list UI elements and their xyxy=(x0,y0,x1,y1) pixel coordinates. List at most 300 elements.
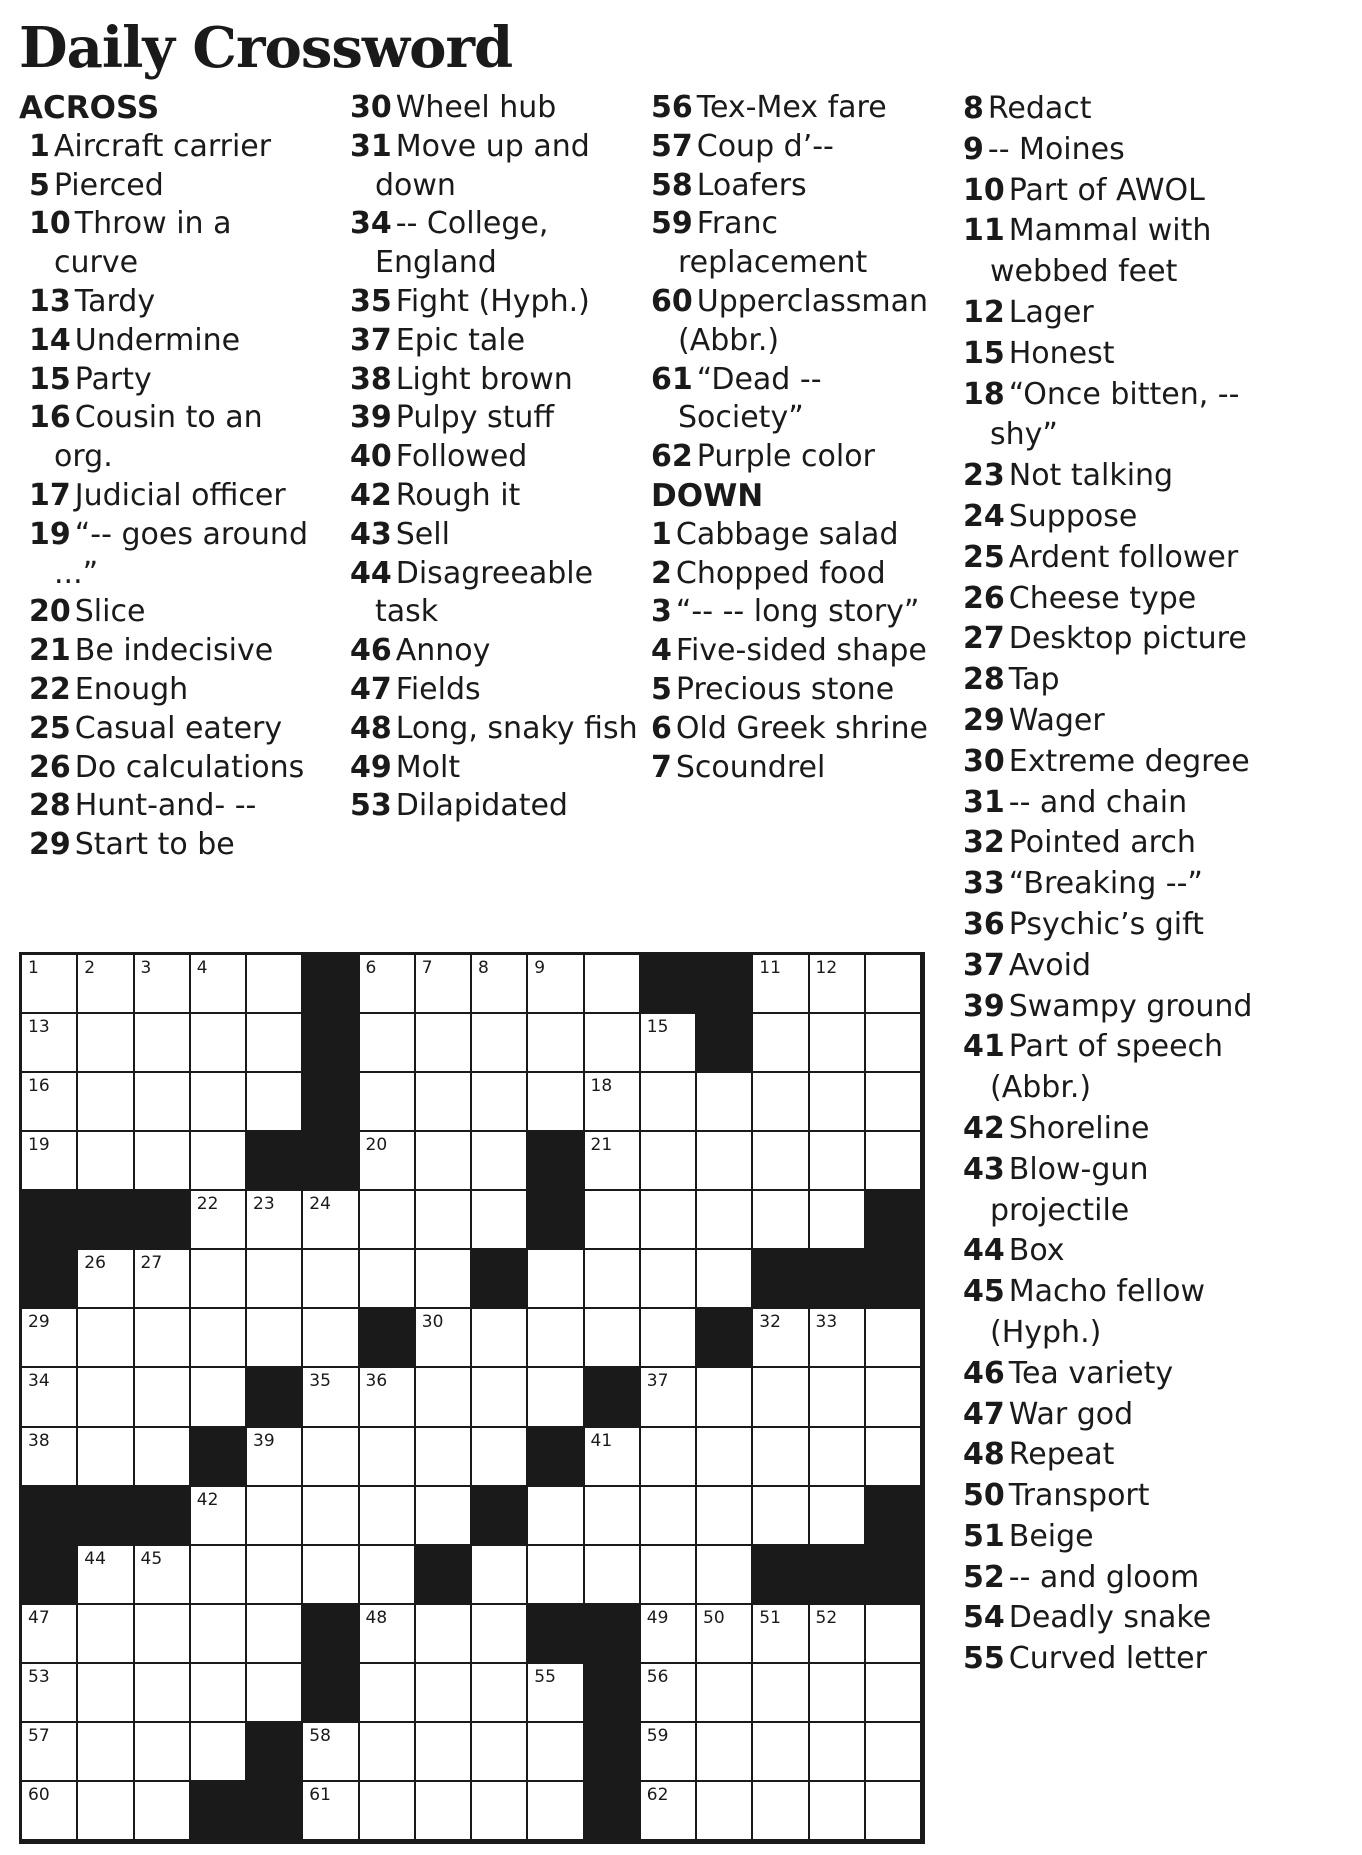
grid-cell[interactable] xyxy=(303,1546,357,1603)
grid-cell[interactable] xyxy=(810,1428,864,1485)
grid-cell[interactable] xyxy=(22,1309,76,1366)
down-clue-52[interactable] xyxy=(963,1558,1293,1599)
down-clue-26[interactable] xyxy=(963,579,1293,620)
grid-cell[interactable] xyxy=(472,1664,526,1721)
grid-cell[interactable] xyxy=(191,1014,245,1071)
grid-cell[interactable] xyxy=(697,1782,751,1839)
down-clue-11[interactable] xyxy=(963,211,1293,293)
grid-cell[interactable] xyxy=(78,1368,132,1425)
across-clue-34[interactable] xyxy=(340,205,640,283)
down-clue-25[interactable] xyxy=(963,538,1293,579)
grid-cell[interactable] xyxy=(585,1309,639,1366)
across-clue-47[interactable] xyxy=(340,671,640,710)
down-clue-12[interactable] xyxy=(963,293,1293,334)
grid-cell[interactable] xyxy=(135,1132,189,1189)
grid-cell[interactable] xyxy=(78,1014,132,1071)
grid-cell[interactable] xyxy=(753,1605,807,1662)
grid-cell[interactable] xyxy=(191,1073,245,1130)
down-clue-1[interactable] xyxy=(651,516,951,555)
grid-cell[interactable] xyxy=(247,1191,301,1248)
down-clue-8[interactable] xyxy=(963,89,1293,130)
clue-number: 29 xyxy=(29,827,71,863)
grid-cell[interactable] xyxy=(810,1191,864,1248)
across-clue-15[interactable] xyxy=(19,361,319,400)
grid-cell[interactable] xyxy=(135,955,189,1012)
grid-cell[interactable] xyxy=(247,1014,301,1071)
grid-cell[interactable] xyxy=(78,955,132,1012)
grid-cell[interactable] xyxy=(135,1368,189,1425)
grid-cell[interactable] xyxy=(585,1428,639,1485)
grid-cell[interactable] xyxy=(697,1487,751,1544)
across-clue-62[interactable] xyxy=(651,438,951,477)
across-clue-57[interactable] xyxy=(651,128,951,167)
grid-cell[interactable] xyxy=(472,955,526,1012)
grid-cell[interactable] xyxy=(528,1309,582,1366)
grid-cell[interactable] xyxy=(22,1132,76,1189)
grid-cell[interactable] xyxy=(135,1073,189,1130)
clue-text: Dilapidated xyxy=(395,788,568,824)
grid-cell[interactable] xyxy=(135,1723,189,1780)
grid-cell[interactable] xyxy=(360,1014,414,1071)
grid-cell[interactable] xyxy=(191,1664,245,1721)
grid-cell[interactable] xyxy=(585,1250,639,1307)
black-square xyxy=(866,1250,920,1307)
grid-cell[interactable] xyxy=(78,1546,132,1603)
across-clue-38[interactable] xyxy=(340,361,640,400)
across-clue-21[interactable] xyxy=(19,632,319,671)
grid-cell[interactable] xyxy=(641,1664,695,1721)
grid-cell[interactable] xyxy=(247,1073,301,1130)
grid-cell[interactable] xyxy=(416,1782,470,1839)
across-clue-59[interactable] xyxy=(651,205,951,283)
down-clue-47[interactable] xyxy=(963,1395,1293,1436)
grid-cell[interactable] xyxy=(416,1723,470,1780)
down-clue-51[interactable] xyxy=(963,1517,1293,1558)
across-clue-40[interactable] xyxy=(340,438,640,477)
down-clue-6[interactable] xyxy=(651,710,951,749)
grid-cell[interactable] xyxy=(810,955,864,1012)
across-clue-44[interactable] xyxy=(340,555,640,633)
grid-cell[interactable] xyxy=(247,955,301,1012)
grid-cell[interactable] xyxy=(641,1073,695,1130)
grid-cell[interactable] xyxy=(753,1191,807,1248)
grid-cell[interactable] xyxy=(866,955,920,1012)
grid-cell[interactable] xyxy=(247,1487,301,1544)
grid-cell[interactable] xyxy=(22,1723,76,1780)
black-square xyxy=(78,1191,132,1248)
grid-cell[interactable] xyxy=(528,1014,582,1071)
grid-cell[interactable] xyxy=(810,1132,864,1189)
down-clue-28[interactable] xyxy=(963,660,1293,701)
grid-cell[interactable] xyxy=(78,1782,132,1839)
grid-cell[interactable] xyxy=(697,1546,751,1603)
grid-cell[interactable] xyxy=(360,1605,414,1662)
clue-number: 43 xyxy=(350,516,392,552)
grid-cell[interactable] xyxy=(866,1428,920,1485)
across-clue-60[interactable] xyxy=(651,283,951,361)
grid-cell[interactable] xyxy=(641,1605,695,1662)
grid-cell[interactable] xyxy=(135,1250,189,1307)
grid-cell[interactable] xyxy=(585,1073,639,1130)
grid-cell[interactable] xyxy=(585,955,639,1012)
grid-cell[interactable] xyxy=(247,1428,301,1485)
grid-cell[interactable] xyxy=(753,1487,807,1544)
clue-number: 39 xyxy=(350,400,392,436)
down-clue-32[interactable] xyxy=(963,823,1293,864)
across-clue-19[interactable] xyxy=(19,516,319,594)
grid-cell[interactable] xyxy=(866,1073,920,1130)
grid-cell[interactable] xyxy=(641,1309,695,1366)
grid-cell[interactable] xyxy=(528,1723,582,1780)
across-clue-56[interactable] xyxy=(651,89,951,128)
grid-cell[interactable] xyxy=(585,1014,639,1071)
grid-cell[interactable] xyxy=(360,1368,414,1425)
grid-cell[interactable] xyxy=(360,955,414,1012)
down-clue-2[interactable] xyxy=(651,555,951,594)
clue-number: 25 xyxy=(963,539,1005,575)
grid-cell[interactable] xyxy=(22,1428,76,1485)
grid-cell[interactable] xyxy=(360,1546,414,1603)
across-clue-5[interactable] xyxy=(19,167,319,206)
across-clue-37[interactable] xyxy=(340,322,640,361)
grid-cell[interactable] xyxy=(303,1487,357,1544)
across-clue-61[interactable] xyxy=(651,361,951,439)
grid-cell[interactable] xyxy=(416,1428,470,1485)
down-clue-48[interactable] xyxy=(963,1435,1293,1476)
grid-cell[interactable] xyxy=(191,955,245,1012)
grid-cell[interactable] xyxy=(697,1664,751,1721)
grid-cell[interactable] xyxy=(416,1664,470,1721)
grid-cell[interactable] xyxy=(697,1132,751,1189)
grid-cell[interactable] xyxy=(641,1546,695,1603)
grid-cell[interactable] xyxy=(585,1546,639,1603)
down-clue-41[interactable] xyxy=(963,1027,1293,1109)
grid-cell[interactable] xyxy=(78,1428,132,1485)
grid-cell[interactable] xyxy=(753,955,807,1012)
grid-cell[interactable] xyxy=(528,1664,582,1721)
black-square xyxy=(303,955,357,1012)
across-clue-43[interactable] xyxy=(340,516,640,555)
grid-cell[interactable] xyxy=(810,1605,864,1662)
grid-cell[interactable] xyxy=(416,1487,470,1544)
grid-cell[interactable] xyxy=(697,1723,751,1780)
grid-cell[interactable] xyxy=(866,1368,920,1425)
grid-cell[interactable] xyxy=(528,1250,582,1307)
grid-cell[interactable] xyxy=(472,1309,526,1366)
grid-cell[interactable] xyxy=(191,1487,245,1544)
down-clue-43[interactable] xyxy=(963,1150,1293,1232)
crossword-grid xyxy=(19,952,925,1844)
grid-cell[interactable] xyxy=(472,1191,526,1248)
grid-cell[interactable] xyxy=(641,1191,695,1248)
grid-cell[interactable] xyxy=(472,1605,526,1662)
grid-cell[interactable] xyxy=(472,1546,526,1603)
clue-text: Franc replacement xyxy=(678,206,868,281)
down-clue-39[interactable] xyxy=(963,987,1293,1028)
grid-cell[interactable] xyxy=(247,1664,301,1721)
grid-cell[interactable] xyxy=(22,1782,76,1839)
grid-cell[interactable] xyxy=(866,1782,920,1839)
grid-cell[interactable] xyxy=(191,1191,245,1248)
grid-cell[interactable] xyxy=(697,1250,751,1307)
grid-cell[interactable] xyxy=(22,1073,76,1130)
grid-cell[interactable] xyxy=(528,1368,582,1425)
grid-cell[interactable] xyxy=(753,1368,807,1425)
grid-cell[interactable] xyxy=(810,1368,864,1425)
grid-cell[interactable] xyxy=(247,1546,301,1603)
grid-cell[interactable] xyxy=(528,1546,582,1603)
down-clue-4[interactable] xyxy=(651,632,951,671)
grid-cell[interactable] xyxy=(78,1132,132,1189)
across-clue-26[interactable] xyxy=(19,749,319,788)
grid-cell[interactable] xyxy=(866,1014,920,1071)
grid-cell[interactable] xyxy=(753,1723,807,1780)
across-clue-10[interactable] xyxy=(19,205,319,283)
clue-text: Wheel hub xyxy=(395,90,557,125)
clue-text: War god xyxy=(1008,1396,1134,1432)
grid-cell[interactable] xyxy=(191,1368,245,1425)
grid-cell[interactable] xyxy=(191,1250,245,1307)
grid-cell[interactable] xyxy=(78,1250,132,1307)
grid-cell[interactable] xyxy=(416,1191,470,1248)
grid-cell[interactable] xyxy=(360,1782,414,1839)
across-clue-30[interactable] xyxy=(340,89,640,128)
down-clue-10[interactable] xyxy=(963,171,1293,212)
across-clue-13[interactable] xyxy=(19,283,319,322)
grid-cell[interactable] xyxy=(585,1132,639,1189)
grid-cell[interactable] xyxy=(191,1132,245,1189)
across-clue-39[interactable] xyxy=(340,399,640,438)
across-clue-58[interactable] xyxy=(651,167,951,206)
grid-cell[interactable] xyxy=(247,1605,301,1662)
grid-cell[interactable] xyxy=(247,1250,301,1307)
grid-cell[interactable] xyxy=(641,1428,695,1485)
grid-cell[interactable] xyxy=(641,1250,695,1307)
grid-cell[interactable] xyxy=(810,1723,864,1780)
clue-number: 59 xyxy=(651,206,693,242)
grid-cell[interactable] xyxy=(191,1546,245,1603)
down-clue-27[interactable] xyxy=(963,619,1293,660)
black-square xyxy=(360,1309,414,1366)
grid-cell[interactable] xyxy=(866,1309,920,1366)
grid-cell[interactable] xyxy=(78,1309,132,1366)
grid-cell[interactable] xyxy=(191,1309,245,1366)
across-clue-31[interactable] xyxy=(340,128,640,206)
grid-cell[interactable] xyxy=(22,1664,76,1721)
down-clue-15[interactable] xyxy=(963,334,1293,375)
grid-cell[interactable] xyxy=(641,1014,695,1071)
grid-cell[interactable] xyxy=(360,1487,414,1544)
down-clue-30[interactable] xyxy=(963,742,1293,783)
grid-cell[interactable] xyxy=(135,1546,189,1603)
grid-cell[interactable] xyxy=(697,1191,751,1248)
grid-cell[interactable] xyxy=(416,1073,470,1130)
grid-cell[interactable] xyxy=(22,1368,76,1425)
grid-cell[interactable] xyxy=(753,1073,807,1130)
down-clue-18[interactable] xyxy=(963,375,1293,457)
grid-cell[interactable] xyxy=(641,1368,695,1425)
grid-cell[interactable] xyxy=(78,1664,132,1721)
down-clue-36[interactable] xyxy=(963,905,1293,946)
grid-cell[interactable] xyxy=(528,1073,582,1130)
down-clue-50[interactable] xyxy=(963,1476,1293,1517)
clue-number: 41 xyxy=(963,1029,1005,1065)
grid-cell[interactable] xyxy=(472,1723,526,1780)
grid-cell[interactable] xyxy=(472,1014,526,1071)
grid-cell[interactable] xyxy=(697,1605,751,1662)
across-clue-1[interactable] xyxy=(19,128,319,167)
grid-cell[interactable] xyxy=(135,1782,189,1839)
grid-cell[interactable] xyxy=(416,1309,470,1366)
grid-cell[interactable] xyxy=(810,1309,864,1366)
grid-cell[interactable] xyxy=(472,1132,526,1189)
across-clue-49[interactable] xyxy=(340,749,640,788)
across-clue-20[interactable] xyxy=(19,593,319,632)
down-clue-45[interactable] xyxy=(963,1272,1293,1354)
grid-cell[interactable] xyxy=(810,1664,864,1721)
down-clue-33[interactable] xyxy=(963,864,1293,905)
cell-number: 57 xyxy=(28,1725,50,1746)
grid-cell[interactable] xyxy=(135,1605,189,1662)
grid-cell[interactable] xyxy=(135,1014,189,1071)
grid-cell[interactable] xyxy=(528,1782,582,1839)
grid-cell[interactable] xyxy=(753,1664,807,1721)
across-clue-42[interactable] xyxy=(340,477,640,516)
grid-cell[interactable] xyxy=(753,1428,807,1485)
across-clue-48[interactable] xyxy=(340,710,640,749)
grid-cell[interactable] xyxy=(360,1250,414,1307)
clue-number: 16 xyxy=(29,400,71,436)
across-clue-14[interactable] xyxy=(19,322,319,361)
grid-cell[interactable] xyxy=(416,1014,470,1071)
grid-cell[interactable] xyxy=(360,1723,414,1780)
grid-cell[interactable] xyxy=(247,1309,301,1366)
grid-cell[interactable] xyxy=(303,1368,357,1425)
down-clue-23[interactable] xyxy=(963,456,1293,497)
grid-cell[interactable] xyxy=(191,1723,245,1780)
grid-cell[interactable] xyxy=(472,1368,526,1425)
across-clue-53[interactable] xyxy=(340,787,640,826)
grid-cell[interactable] xyxy=(753,1014,807,1071)
down-clue-37[interactable] xyxy=(963,946,1293,987)
grid-cell[interactable] xyxy=(416,1605,470,1662)
down-clue-5[interactable] xyxy=(651,671,951,710)
cell-number: 7 xyxy=(421,958,433,978)
grid-cell[interactable] xyxy=(303,1309,357,1366)
black-square xyxy=(697,1014,751,1071)
grid-cell[interactable] xyxy=(810,1487,864,1544)
down-clue-44[interactable] xyxy=(963,1231,1293,1272)
across-clue-28[interactable] xyxy=(19,787,319,826)
grid-cell[interactable] xyxy=(641,1487,695,1544)
clue-number: 22 xyxy=(29,671,71,707)
grid-cell[interactable] xyxy=(697,1428,751,1485)
down-clue-3[interactable] xyxy=(651,593,951,632)
grid-cell[interactable] xyxy=(697,1368,751,1425)
grid-cell[interactable] xyxy=(753,1782,807,1839)
across-clue-46[interactable] xyxy=(340,632,640,671)
down-clue-9[interactable] xyxy=(963,130,1293,171)
grid-cell[interactable] xyxy=(416,1368,470,1425)
grid-cell[interactable] xyxy=(135,1428,189,1485)
grid-cell[interactable] xyxy=(753,1309,807,1366)
across-clue-17[interactable] xyxy=(19,477,319,516)
across-clue-16[interactable] xyxy=(19,399,319,477)
grid-cell[interactable] xyxy=(810,1014,864,1071)
grid-cell[interactable] xyxy=(78,1605,132,1662)
grid-cell[interactable] xyxy=(866,1605,920,1662)
grid-cell[interactable] xyxy=(528,955,582,1012)
grid-cell[interactable] xyxy=(303,1191,357,1248)
grid-cell[interactable] xyxy=(641,1782,695,1839)
grid-cell[interactable] xyxy=(810,1073,864,1130)
grid-cell[interactable] xyxy=(641,1132,695,1189)
grid-cell[interactable] xyxy=(472,1428,526,1485)
down-clue-55[interactable] xyxy=(963,1639,1293,1680)
grid-cell[interactable] xyxy=(78,1723,132,1780)
clue-text: Throw in a curve xyxy=(54,206,232,281)
grid-cell[interactable] xyxy=(360,1664,414,1721)
clue-number: 7 xyxy=(651,749,672,785)
clue-number: 6 xyxy=(651,710,672,746)
grid-cell[interactable] xyxy=(641,1723,695,1780)
down-clue-46[interactable] xyxy=(963,1354,1293,1395)
grid-cell[interactable] xyxy=(416,1132,470,1189)
grid-cell[interactable] xyxy=(303,1250,357,1307)
grid-cell[interactable] xyxy=(697,1073,751,1130)
grid-cell[interactable] xyxy=(866,1132,920,1189)
grid-cell[interactable] xyxy=(303,1723,357,1780)
grid-cell[interactable] xyxy=(135,1664,189,1721)
down-clue-29[interactable] xyxy=(963,701,1293,742)
across-clue-29[interactable] xyxy=(19,826,319,865)
grid-cell[interactable] xyxy=(22,1014,76,1071)
grid-cell[interactable] xyxy=(22,1605,76,1662)
grid-cell[interactable] xyxy=(866,1723,920,1780)
grid-cell[interactable] xyxy=(78,1073,132,1130)
across-clue-22[interactable] xyxy=(19,671,319,710)
grid-cell[interactable] xyxy=(191,1605,245,1662)
down-clue-54[interactable] xyxy=(963,1598,1293,1639)
grid-cell[interactable] xyxy=(22,955,76,1012)
grid-cell[interactable] xyxy=(416,1250,470,1307)
grid-cell[interactable] xyxy=(360,1428,414,1485)
grid-cell[interactable] xyxy=(866,1664,920,1721)
grid-cell[interactable] xyxy=(360,1073,414,1130)
clue-number: 32 xyxy=(963,825,1005,861)
grid-cell[interactable] xyxy=(360,1132,414,1189)
grid-cell[interactable] xyxy=(585,1191,639,1248)
across-clue-35[interactable] xyxy=(340,283,640,322)
across-clue-25[interactable] xyxy=(19,710,319,749)
cell-number: 37 xyxy=(646,1371,669,1392)
grid-cell[interactable] xyxy=(753,1132,807,1189)
grid-cell[interactable] xyxy=(528,1487,582,1544)
grid-cell[interactable] xyxy=(472,1073,526,1130)
grid-cell[interactable] xyxy=(303,1782,357,1839)
grid-cell[interactable] xyxy=(585,1487,639,1544)
grid-cell[interactable] xyxy=(360,1191,414,1248)
down-clue-7[interactable] xyxy=(651,749,951,788)
down-clue-24[interactable] xyxy=(963,497,1293,538)
grid-cell[interactable] xyxy=(416,955,470,1012)
grid-cell[interactable] xyxy=(135,1309,189,1366)
grid-cell[interactable] xyxy=(472,1782,526,1839)
down-clue-31[interactable] xyxy=(963,783,1293,824)
down-clue-42[interactable] xyxy=(963,1109,1293,1150)
grid-cell[interactable] xyxy=(810,1782,864,1839)
grid-cell[interactable] xyxy=(303,1428,357,1485)
